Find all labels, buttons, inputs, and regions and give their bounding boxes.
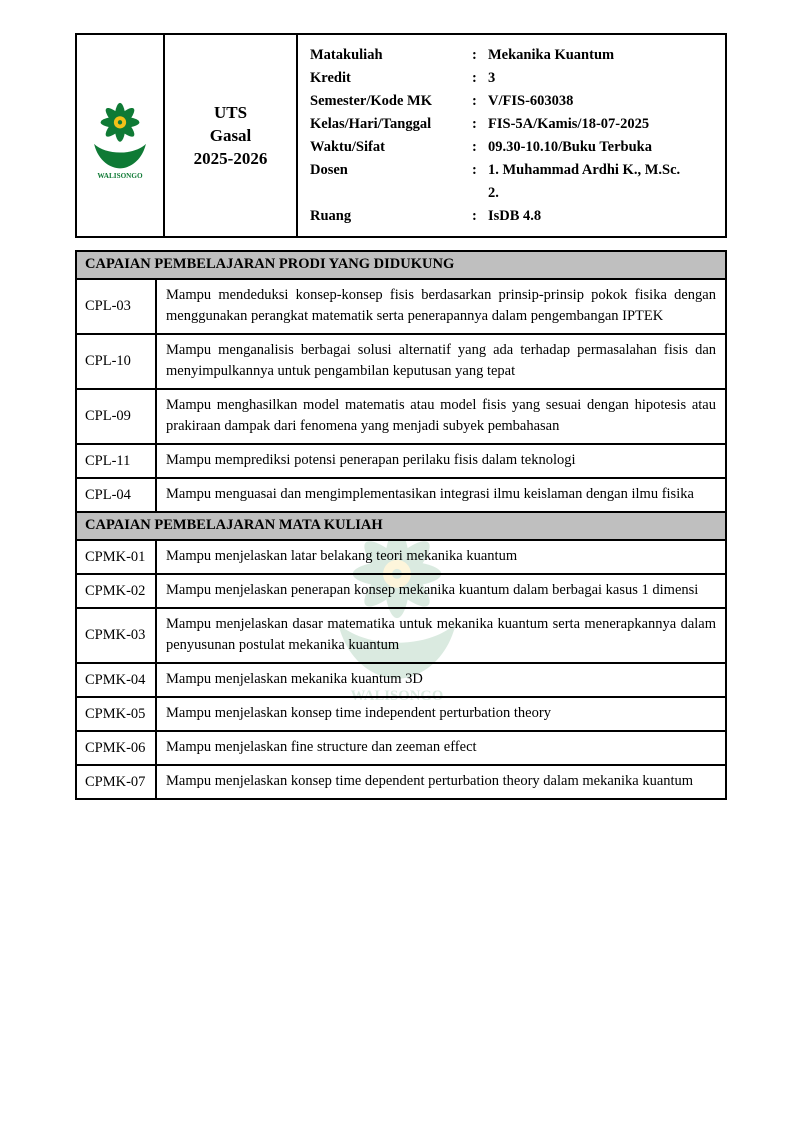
outcome-code: CPL-11 <box>77 445 157 477</box>
outcome-code: CPMK-07 <box>77 766 157 798</box>
table-row-cpmk-02 <box>77 573 725 607</box>
info-separator: : <box>472 116 477 132</box>
outcome-code: CPMK-06 <box>77 732 157 764</box>
info-label: Matakuliah <box>310 47 383 63</box>
outcome-text: Mampu menguasai dan mengimplementasikan integrasi ilmu keislaman dengan ilmu fisika <box>166 486 694 502</box>
outcome-text: Mampu menjelaskan mekanika kuantum 3D <box>166 671 423 687</box>
info-separator: : <box>472 139 477 155</box>
outcome-text: Mampu mendeduksi konsep-konsep fisis berdasarkan prinsip-prinsip pokok fisika dengan menggunakan perangkat matematik serta penerapannya dalam pengembangan IPTEK <box>166 287 716 324</box>
watermark-logo-text: WALISONGO <box>350 688 444 705</box>
walisongo-logo-icon <box>84 86 156 186</box>
info-label-spacer <box>310 182 472 205</box>
table-row-cpmk-03 <box>77 607 725 662</box>
info-row-semester <box>310 90 715 113</box>
table-row-cpl-10 <box>77 333 725 388</box>
info-separator: : <box>472 47 477 63</box>
logo-text: WALISONGO <box>97 171 143 180</box>
info-label: Waktu/Sifat <box>310 139 385 155</box>
outcome-text: Mampu memprediksi potensi penerapan perilaku fisis dalam teknologi <box>166 452 576 468</box>
info-row-waktu <box>310 136 715 159</box>
table-row-cpmk-07 <box>77 764 725 798</box>
exam-title <box>165 35 298 236</box>
table-row-cpl-04 <box>77 477 725 511</box>
info-value: 09.30-10.10/Buku Terbuka <box>488 139 652 155</box>
info-separator: : <box>472 93 477 109</box>
table-row-cpl-09 <box>77 388 725 443</box>
info-label: Ruang <box>310 208 352 224</box>
exam-title-line2: Gasal <box>209 126 252 145</box>
table-row-cpmk-04 <box>77 662 725 696</box>
cpl-section-header: CAPAIAN PEMBELAJARAN PRODI YANG DIDUKUNG <box>77 252 725 278</box>
info-value: 3 <box>488 70 496 86</box>
outcome-text: Mampu menjelaskan latar belakang teori mekanika kuantum <box>166 548 518 564</box>
outcome-code: CPL-09 <box>77 390 157 443</box>
outcome-code: CPMK-02 <box>77 575 157 607</box>
exam-header-table <box>75 33 727 238</box>
info-separator: : <box>472 70 477 86</box>
outcome-code: CPMK-03 <box>77 609 157 662</box>
table-row-cpl-03 <box>77 278 725 333</box>
info-row-dosen-2 <box>310 182 715 205</box>
outcome-text: Mampu menjelaskan dasar matematika untuk mekanika kuantum serta menerapkannya dalam penyusunan postulat mekanika kuantum <box>166 616 716 653</box>
info-row-kelas <box>310 113 715 136</box>
outcome-code: CPL-04 <box>77 479 157 511</box>
outcome-code: CPL-10 <box>77 335 157 388</box>
outcome-text: Mampu menjelaskan konsep time dependent perturbation theory dalam mekanika kuantum <box>166 773 694 789</box>
outcome-code: CPMK-05 <box>77 698 157 730</box>
info-value: 1. Muhammad Ardhi K., M.Sc. <box>488 162 681 178</box>
info-row-ruang <box>310 205 715 228</box>
table-row-cpmk-06 <box>77 730 725 764</box>
info-label: Dosen <box>310 162 348 178</box>
course-info <box>298 35 725 236</box>
outcome-code: CPL-03 <box>77 280 157 333</box>
info-value: IsDB 4.8 <box>488 208 542 224</box>
table-row-cpmk-01 <box>77 539 725 573</box>
info-row-dosen <box>310 159 715 182</box>
info-colon-spacer <box>472 182 488 205</box>
table-row-cpmk-05 <box>77 696 725 730</box>
info-label: Kelas/Hari/Tanggal <box>310 116 432 132</box>
info-value: V/FIS-603038 <box>488 93 574 109</box>
outcome-text: Mampu menganalisis berbagai solusi alternatif yang ada terhadap permasalahan fisis dan menyimpulkannya untuk pengambilan keputusan yang tepat <box>166 342 716 379</box>
info-value: FIS-5A/Kamis/18-07-2025 <box>488 116 650 132</box>
info-label: Semester/Kode MK <box>310 93 433 109</box>
outcome-text: Mampu menjelaskan fine structure dan zeeman effect <box>166 739 477 755</box>
info-value: 2. <box>488 185 499 201</box>
info-row-kredit <box>310 67 715 90</box>
outcome-code: CPMK-01 <box>77 541 157 573</box>
outcome-text: Mampu menjelaskan konsep time independent perturbation theory <box>166 705 551 721</box>
cpmk-section-header: CAPAIAN PEMBELAJARAN MATA KULIAH <box>77 511 725 539</box>
exam-title-line3: 2025-2026 <box>193 149 268 168</box>
info-separator: : <box>472 162 477 178</box>
learning-outcomes-table <box>75 250 727 800</box>
exam-title-line1: UTS <box>213 103 248 122</box>
university-logo-cell <box>77 35 165 236</box>
table-row-cpl-11 <box>77 443 725 477</box>
info-label: Kredit <box>310 70 351 86</box>
info-separator: : <box>472 208 477 224</box>
outcome-text: Mampu menghasilkan model matematis atau model fisis yang sesuai dengan hipotesis atau prakiraan dampak dari fenomena yang menjadi subyek pembahasan <box>166 397 716 434</box>
outcome-code: CPMK-04 <box>77 664 157 696</box>
info-value: Mekanika Kuantum <box>488 47 615 63</box>
info-row-matakuliah <box>310 44 715 67</box>
outcome-text: Mampu menjelaskan penerapan konsep mekanika kuantum dalam berbagai kasus 1 dimensi <box>166 582 699 598</box>
